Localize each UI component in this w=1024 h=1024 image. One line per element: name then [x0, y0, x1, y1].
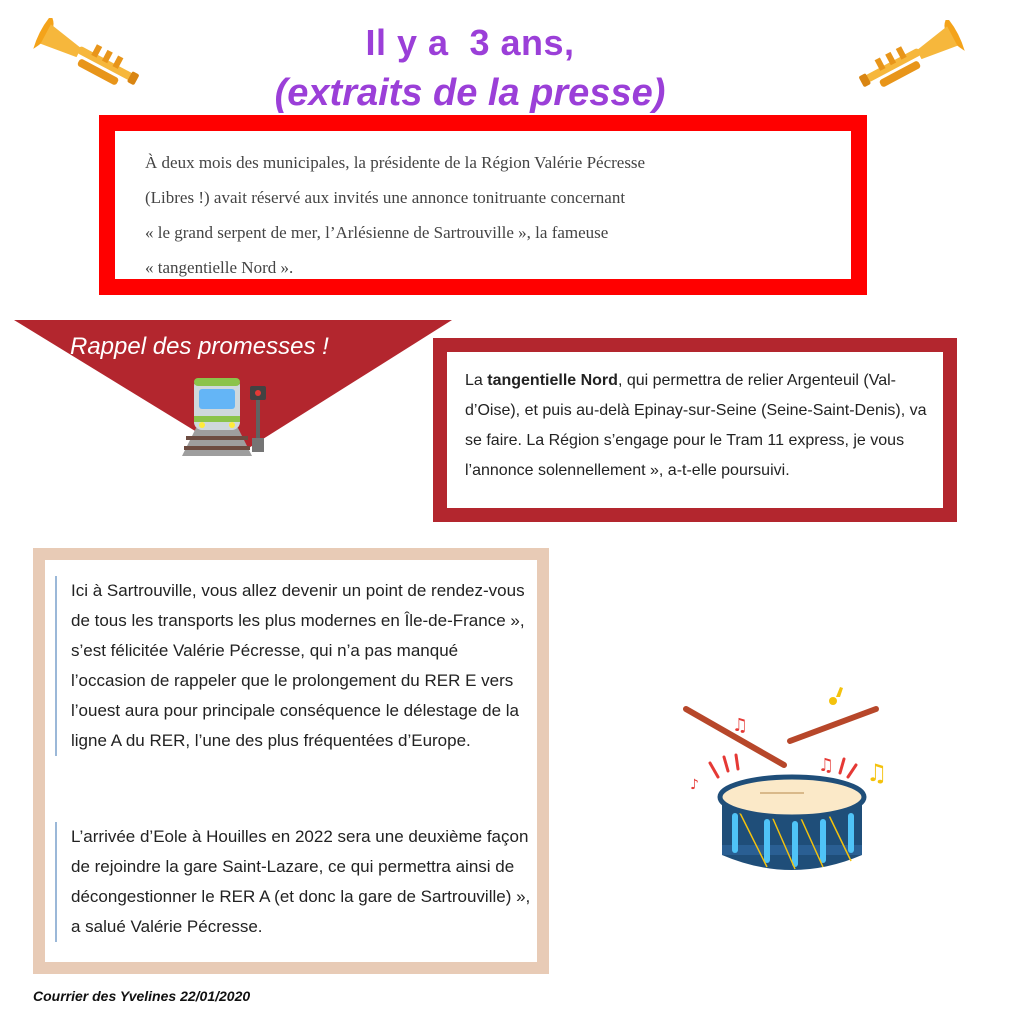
quote2-highlight: tangentielle Nord [487, 372, 618, 389]
rappel-label: Rappel des promesses ! [70, 333, 329, 360]
quote1-line: (Libres !) avait réservé aux invités une annonce tonitruante concernant [145, 188, 626, 207]
svg-text:♫: ♫ [866, 759, 888, 787]
trumpet-icon [850, 20, 968, 98]
trumpet-icon [30, 18, 148, 96]
quote-box-2 [433, 338, 957, 522]
quote1-line: « le grand serpent de mer, l’Arlésienne de Sartrouville », la fameuse [145, 223, 609, 242]
quote1-line: « tangentielle Nord ». [145, 258, 294, 277]
quote-box-1 [99, 115, 867, 295]
source-caption: Courrier des Yvelines 22/01/2020 [33, 988, 251, 1004]
quote1-line: À deux mois des municipales, la présidente de la Région Valérie Pécresse [145, 153, 646, 172]
quote2-rest: , qui permettra de relier Argenteuil (Val-d’Oise), et puis au-delà Epinay-sur-Seine (Seine-Saint-Denis), va se faire. La Région s’engage pour le Tram 11 express, je vous l’annonce solennellement », a-t-elle poursuivi. [465, 372, 927, 479]
page-title: Il y a 3 ans, [365, 22, 575, 63]
quote2-text [465, 366, 935, 486]
svg-text:♪: ♪ [690, 777, 699, 793]
train-icon [180, 376, 270, 458]
quote2-lead: La [465, 372, 488, 389]
quote-box-3 [33, 548, 549, 974]
drum-icon [680, 685, 910, 880]
page-subtitle: (extraits de la presse) [274, 72, 666, 114]
svg-text:♫: ♫ [732, 715, 749, 736]
quote3-paragraph-1: Ici à Sartrouville, vous allez devenir un point de rendez-vous de tous les transports les plus modernes en Île-de-France », s’est félicitée Valérie Pécresse, qui n’a pas manqué l’occasion de rappeler que le prolongement du RER E vers l’ouest aura pour principale conséquence le délestage de la ligne A du RER, l’une des plus fréquentées d’Europe. [55, 576, 535, 756]
svg-text:♫: ♫ [818, 755, 835, 776]
quote3-paragraph-2: L’arrivée d’Eole à Houilles en 2022 sera une deuxième façon de rejoindre la gare Saint-Lazare, ce qui permettra ainsi de décongestionner le RER A (et donc la gare de Sartrouville) », a salué Valérie Pécresse. [55, 822, 535, 942]
